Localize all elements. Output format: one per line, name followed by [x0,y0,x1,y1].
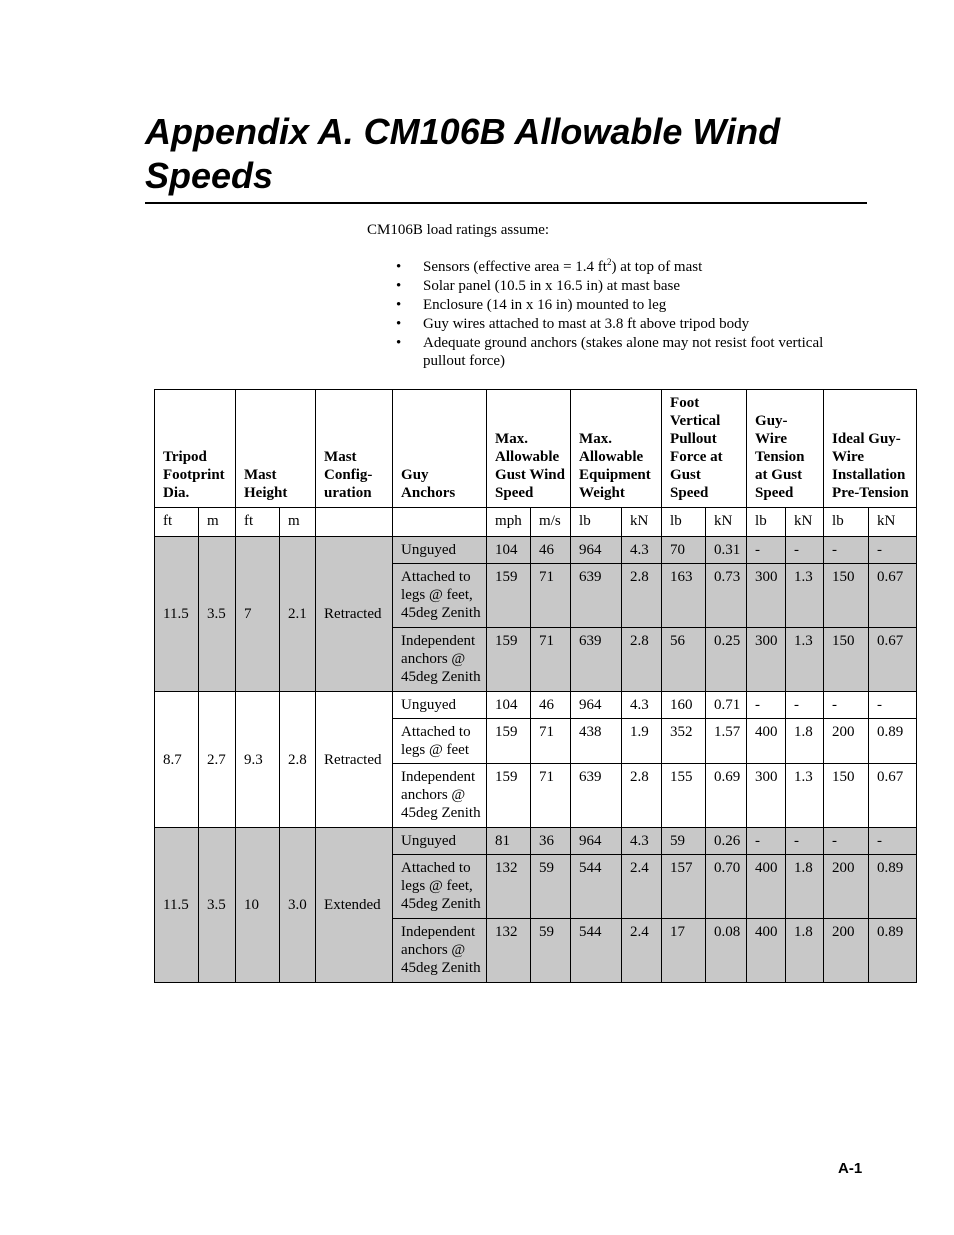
value-cell: 0.31 [706,537,747,564]
value-cell: 1.3 [786,564,824,628]
value-cell: - [786,692,824,719]
value-cell: - [824,537,869,564]
unit-cell: lb [662,508,706,537]
value-cell: 71 [531,764,571,828]
value-cell: 1.3 [786,628,824,692]
height-ft-cell: 7 [236,537,280,692]
header-guy-wire-tension: Guy-Wire Tension at Gust Speed [747,390,824,508]
tripod-ft-cell: 11.5 [155,537,199,692]
value-cell: 0.73 [706,564,747,628]
value-cell: 300 [747,628,786,692]
value-cell: 2.8 [622,564,662,628]
value-cell: 0.08 [706,919,747,983]
mast-config-cell: Extended [316,828,393,983]
height-m-cell: 3.0 [280,828,316,983]
table-row [155,537,917,564]
guy-anchor-cell: Attached to legs @ feet, 45deg Zenith [393,855,487,919]
tripod-m-cell: 3.5 [199,537,236,692]
value-cell: 104 [487,537,531,564]
value-cell: 104 [487,692,531,719]
unit-cell [393,508,487,537]
unit-cell: lb [747,508,786,537]
value-cell: 132 [487,919,531,983]
header-pre-tension: Ideal Guy-Wire Installation Pre-Tension [824,390,917,508]
header-pullout-force: Foot Vertical Pullout Force at Gust Speed [662,390,747,508]
value-cell: 200 [824,855,869,919]
tripod-ft-cell: 11.5 [155,828,199,983]
unit-cell: m [280,508,316,537]
header-gust-wind-speed: Max. Allowable Gust Wind Speed [487,390,571,508]
value-cell: 2.8 [622,628,662,692]
value-cell: 150 [824,564,869,628]
guy-anchor-cell: Unguyed [393,537,487,564]
unit-cell: lb [824,508,869,537]
header-equipment-weight: Max. Allowable Equipment Weight [571,390,662,508]
value-cell: - [747,692,786,719]
value-cell: 300 [747,564,786,628]
value-cell: 56 [662,628,706,692]
guy-anchor-cell: Independent anchors @ 45deg Zenith [393,628,487,692]
value-cell: - [747,828,786,855]
list-item: • Adequate ground anchors (stakes alone may not resist foot vertical pullout force) [396,334,856,370]
value-cell: 46 [531,692,571,719]
value-cell: - [786,537,824,564]
value-cell: 0.67 [869,564,917,628]
value-cell: 2.8 [622,764,662,828]
value-cell: 71 [531,719,571,764]
value-cell: 1.9 [622,719,662,764]
tripod-ft-cell: 8.7 [155,692,199,828]
value-cell: 159 [487,764,531,828]
value-cell: 155 [662,764,706,828]
list-item: • Solar panel (10.5 in x 16.5 in) at mast base [396,277,856,295]
unit-cell: ft [155,508,199,537]
guy-anchor-cell: Independent anchors @ 45deg Zenith [393,919,487,983]
table-header-row [155,390,917,508]
unit-cell: kN [786,508,824,537]
page-title-line-2: Speeds [145,155,274,196]
value-cell: 300 [747,764,786,828]
mast-config-cell: Retracted [316,537,393,692]
value-cell: 160 [662,692,706,719]
value-cell: 544 [571,855,622,919]
header-tripod-footprint: Tripod Footprint Dia. [155,390,236,508]
value-cell: 150 [824,764,869,828]
value-cell: 59 [531,919,571,983]
value-cell: 59 [662,828,706,855]
value-cell: - [869,537,917,564]
guy-anchor-cell: Independent anchors @ 45deg Zenith [393,764,487,828]
guy-anchor-cell: Attached to legs @ feet [393,719,487,764]
tripod-m-cell: 3.5 [199,828,236,983]
value-cell: 150 [824,628,869,692]
value-cell: 400 [747,919,786,983]
value-cell: 639 [571,628,622,692]
list-item: • Guy wires attached to mast at 3.8 ft above tripod body [396,315,856,333]
unit-cell: kN [706,508,747,537]
intro-text: CM106B load ratings assume: [367,222,550,238]
value-cell: 0.67 [869,764,917,828]
value-cell: 81 [487,828,531,855]
value-cell: 0.69 [706,764,747,828]
value-cell: 352 [662,719,706,764]
value-cell: 70 [662,537,706,564]
value-cell: 0.89 [869,919,917,983]
value-cell: - [747,537,786,564]
value-cell: 0.89 [869,855,917,919]
value-cell: - [869,692,917,719]
value-cell: - [869,828,917,855]
value-cell: 157 [662,855,706,919]
value-cell: 1.57 [706,719,747,764]
table-units-row [155,508,917,537]
table-row [155,692,917,719]
unit-cell: kN [869,508,917,537]
height-m-cell: 2.1 [280,537,316,692]
value-cell: 4.3 [622,828,662,855]
assumptions-list [396,258,856,371]
height-ft-cell: 10 [236,828,280,983]
value-cell: 400 [747,855,786,919]
value-cell: 71 [531,564,571,628]
header-mast-configuration: Mast Config-uration [316,390,393,508]
value-cell: 639 [571,564,622,628]
value-cell: 0.89 [869,719,917,764]
height-ft-cell: 9.3 [236,692,280,828]
value-cell: 163 [662,564,706,628]
unit-cell: ft [236,508,280,537]
value-cell: 639 [571,764,622,828]
value-cell: 2.4 [622,919,662,983]
value-cell: 71 [531,628,571,692]
wind-speed-table [154,389,917,983]
page-number: A-1 [838,1160,863,1177]
guy-anchor-cell: Unguyed [393,828,487,855]
value-cell: 1.8 [786,855,824,919]
table-row [155,828,917,855]
value-cell: 400 [747,719,786,764]
value-cell: 438 [571,719,622,764]
tripod-m-cell: 2.7 [199,692,236,828]
value-cell: 544 [571,919,622,983]
value-cell: - [786,828,824,855]
value-cell: 4.3 [622,692,662,719]
value-cell: 0.70 [706,855,747,919]
page-title [145,110,867,204]
value-cell: 964 [571,537,622,564]
value-cell: 59 [531,855,571,919]
unit-cell: mph [487,508,531,537]
value-cell: 17 [662,919,706,983]
value-cell: 1.3 [786,764,824,828]
value-cell: 46 [531,537,571,564]
page-title-line-1: Appendix A. CM106B Allowable Wind [145,111,781,152]
value-cell: 4.3 [622,537,662,564]
header-guy-anchors: Guy Anchors [393,390,487,508]
value-cell: 0.71 [706,692,747,719]
value-cell: 1.8 [786,719,824,764]
header-mast-height: Mast Height [236,390,316,508]
unit-cell [316,508,393,537]
value-cell: 200 [824,919,869,983]
guy-anchor-cell: Attached to legs @ feet, 45deg Zenith [393,564,487,628]
value-cell: 0.25 [706,628,747,692]
value-cell: 159 [487,564,531,628]
value-cell: - [824,828,869,855]
unit-cell: lb [571,508,622,537]
value-cell: 1.8 [786,919,824,983]
value-cell: 2.4 [622,855,662,919]
value-cell: 159 [487,719,531,764]
guy-anchor-cell: Unguyed [393,692,487,719]
unit-cell: m/s [531,508,571,537]
value-cell: 0.67 [869,628,917,692]
value-cell: 0.26 [706,828,747,855]
unit-cell: m [199,508,236,537]
value-cell: 964 [571,692,622,719]
list-item: • Enclosure (14 in x 16 in) mounted to leg [396,296,856,314]
value-cell: 200 [824,719,869,764]
value-cell: 964 [571,828,622,855]
height-m-cell: 2.8 [280,692,316,828]
mast-config-cell: Retracted [316,692,393,828]
value-cell: - [824,692,869,719]
value-cell: 132 [487,855,531,919]
value-cell: 36 [531,828,571,855]
unit-cell: kN [622,508,662,537]
value-cell: 159 [487,628,531,692]
list-item: • Sensors (effective area = 1.4 $ft^2$) at top of mast [396,258,856,276]
